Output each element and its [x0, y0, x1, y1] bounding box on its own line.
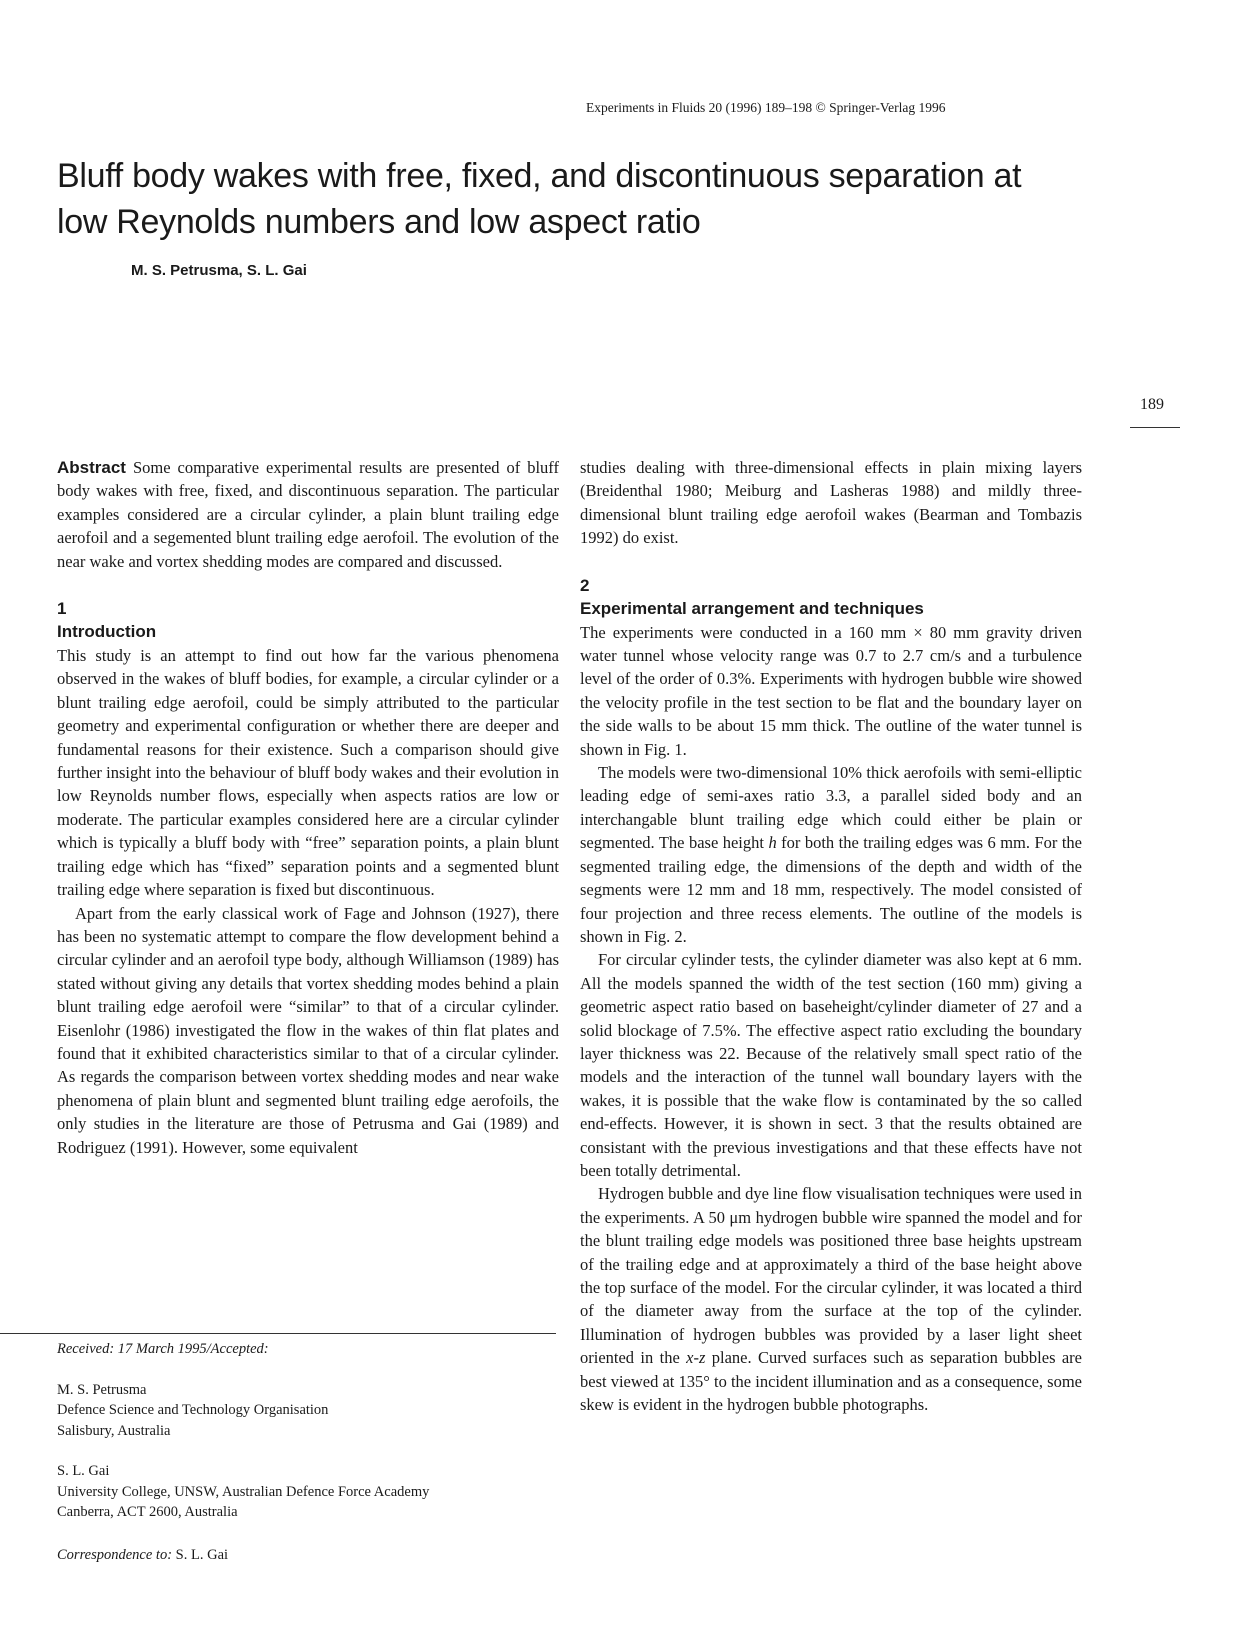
- plane-symbol: x-z: [686, 1348, 706, 1368]
- intro-paragraph-2: Apart from the early classical work of Fage and Johnson (1927), there has been no systematic attempt to compare the flow development behind a circular cylinder and an aerofoil type body, although Williamson (1989) has stated without giving any details that vortex shedding modes behind a plain blunt trailing edge aerofoil were “similar” to that of a circular cylinder. Eisenlohr (1986) investigated the flow in the wakes of thin flat plates and found that it exhibited characteristics similar to that of a circular cylinder. As regards the comparison between vortex shedding modes and near wake phenomena of plain blunt and segmented blunt trailing edge aerofoils, the only studies in the literature are those of Petrusma and Gai (1989) and Rodriguez (1991). However, some equivalent: [57, 903, 559, 1157]
- abstract-label: Abstract: [57, 458, 126, 477]
- correspondence-note: [57, 1545, 557, 1566]
- methods-paragraph-1: The experiments were conducted in a 160 mm × 80 mm gravity driven water tunnel whose velocity range was 0.7 to 2.7 cm/s and a turbulence level of the order of 0.3%. Experiments with hydrogen bubble wire showed the velocity profile in the test section to be flat and the boundary layer on the side walls to be about 15 mm thick. The outline of the water tunnel is shown in Fig. 1.: [580, 622, 1082, 759]
- author1-name: M. S. Petrusma: [57, 1381, 147, 1398]
- correspondence-value: S. L. Gai: [175, 1546, 229, 1563]
- methods-paragraph-2-a: The models were two-dimensional 10% thick aerofoils with semi-elliptic leading edge of semi-axes ratio 3.3, a parallel sided body and an interchangable blunt trailing edge which could either be plain or segmented. The base height: [580, 763, 1082, 853]
- paper-title: [57, 153, 1057, 245]
- section-1-title: Introduction: [57, 622, 157, 642]
- section-2-number: 2: [580, 575, 590, 595]
- section-2-title: Experimental arrangement and techniques: [580, 598, 924, 618]
- author1-affiliation-1: Defence Science and Technology Organisation: [57, 1402, 329, 1418]
- footnotes: [57, 1339, 557, 1565]
- section-1-number: 1: [57, 599, 67, 619]
- author2-affiliation-2: Canberra, ACT 2600, Australia: [57, 1504, 238, 1520]
- journal-header: Experiments in Fluids 20 (1996) 189–198 © Springer-Verlag 1996: [586, 100, 946, 115]
- page-number-rule: [1130, 427, 1180, 428]
- base-height-symbol: h: [768, 833, 777, 853]
- author1-affiliation-2: Salisbury, Australia: [57, 1422, 171, 1439]
- received-value: 17 March 1995/Accepted:: [117, 1341, 269, 1357]
- author2-name: S. L. Gai: [57, 1463, 110, 1479]
- intro-paragraph-1: This study is an attempt to find out how far the various phenomena observed in the wakes of bluff bodies, for example, a circular cylinder or a blunt trailing edge aerofoil, could be simply attributed to the particular geometry and experimental configuration or whether there are deeper and fundamental reasons for their existence. Such a comparison should give further insight into the behaviour of bluff body wakes and their evolution in low Reynolds number flows, especially when aspects ratios are low or moderate. The particular examples considered here are a circular cylinder which is typically a bluff body with “free” separation points, a plain blunt trailing edge which has “fixed” separation points and a segmented blunt trailing edge where separation is fixed but discontinuous.: [57, 646, 559, 900]
- correspondence-label: Correspondence to:: [57, 1546, 173, 1563]
- methods-paragraph-3: For circular cylinder tests, the cylinder diameter was also kept at 6 mm. All the models spanned the width of the test section (160 mm) giving a geometric aspect ratio based on baseheight/cylinder diameter of 27 and a solid blockage of 7.5%. The effective aspect ratio excluding the boundary layer thickness was 22. Because of the relatively small spect ratio of the models and the interaction of the tunnel wall boundary layers with the wakes, it is possible that the wake flow is contaminated by the so called end-effects. However, it is shown in sect. 3 that the results obtained are consistant with the previous investigations and that these effects have not been totally detrimental.: [580, 950, 1082, 1180]
- title-line-1: Bluff body wakes with free, fixed, and discontinuous separation at: [57, 157, 1022, 195]
- methods-paragraph-2-b: for both the trailing edges was 6 mm. For the segmented trailing edge, the dimensions of the depth and width of the segments were 12 mm and 18 mm, respectively. The model consisted of four projection and three recess elements. The outline of the models is shown in Fig. 2.: [580, 833, 1082, 946]
- methods-paragraph-4-b: plane. Curved surfaces such as separation bubbles are best viewed at 135° to the incident illumination and as a consequence, some skew is evident in the hydrogen bubble photographs.: [580, 1348, 1083, 1415]
- left-column: [57, 456, 559, 1159]
- methods-paragraph-4-a: Hydrogen bubble and dye line flow visualisation techniques were used in the experiments. A 50 μm hydrogen bubble wire spanned the model and for the blunt trailing edge models was positioned three base heights upstream of the trailing edge and at approximately a third of the base height above the top surface of the model. For the circular cylinder, it was located a third of the diameter away from the surface at the top of the cylinder. Illumination of hydrogen bubbles was provided by a laser light sheet oriented in the: [580, 1184, 1082, 1368]
- abstract: [57, 456, 559, 573]
- author2-affiliation-1: University College, UNSW, Australian Defence Force Academy: [57, 1483, 430, 1500]
- received-label: Received:: [57, 1341, 115, 1357]
- intro-paragraph-2-continued: studies dealing with three-dimensional effects in plain mixing layers (Breidenthal 1980; Meiburg and Lasheras 1988) and mildly three-dimensional blunt trailing edge aerofoil wakes (Bearman and Tombazis 1992) do exist.: [580, 458, 1082, 548]
- page-number: 189: [1140, 396, 1164, 413]
- footnote-rule: [0, 1333, 556, 1334]
- title-line-2: low Reynolds numbers and low aspect ratio: [57, 203, 701, 241]
- methods-paragraph-4: [580, 1182, 1082, 1416]
- author-list: M. S. Petrusma, S. L. Gai: [131, 262, 307, 279]
- methods-paragraph-2: [580, 761, 1082, 948]
- received-note: [57, 1339, 557, 1360]
- abstract-text: Some comparative experimental results are presented of bluff body wakes with free, fixed, and discontinuous separation. The particular examples considered are a circular cylinder, a plain blunt trailing edge aerofoil and a segemented blunt trailing edge aerofoil. The evolution of the near wake and vortex shedding modes are compared and discussed.: [57, 458, 560, 571]
- right-column: [580, 456, 1082, 1416]
